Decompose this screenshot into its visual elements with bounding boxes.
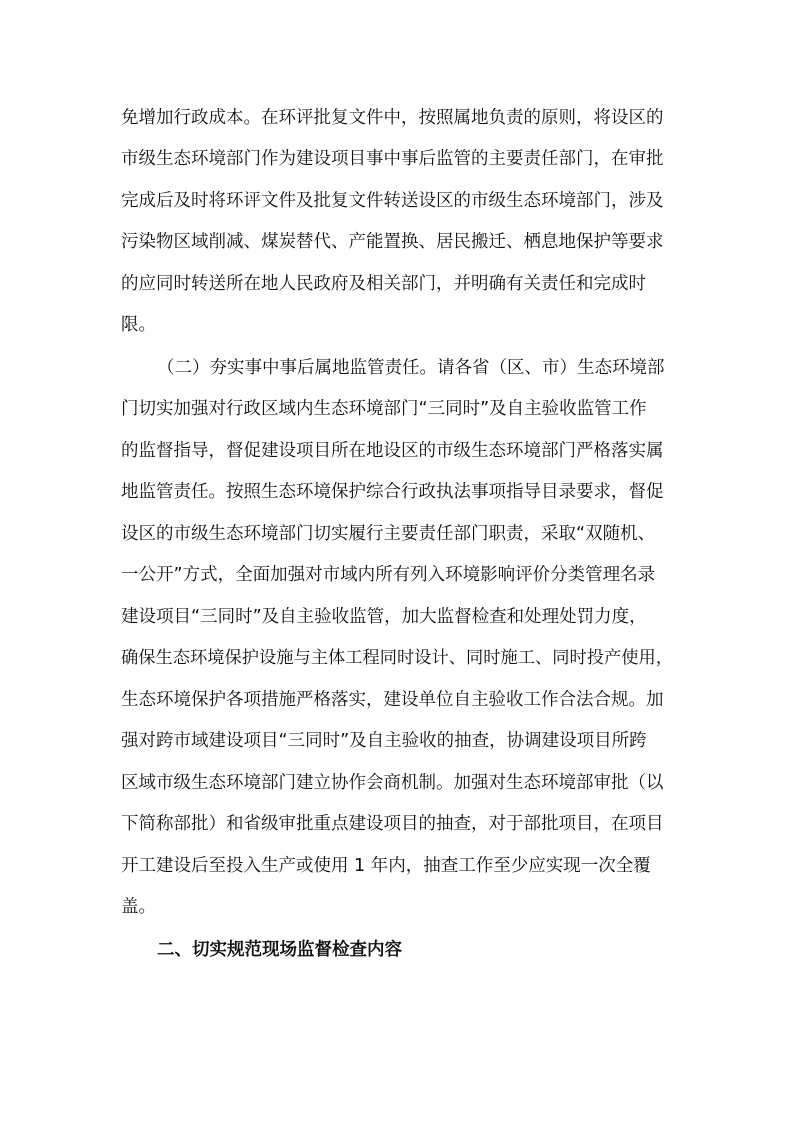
paragraph-2-line-2: 门切实加强对行政区域内生态环境部门“三同时”及自主验收监管工作 [121,399,647,419]
paragraph-2-line-3: 的监督指导，督促建设项目所在地设区的市级生态环境部门严格落实属 [121,441,664,461]
paragraph-1-line-6: 限。 [121,315,156,335]
paragraph-1-line-4: 污染物区域削减、煤炭替代、产能置换、居民搬迁、栖息地保护等要求 [121,232,664,252]
paragraph-2-line-10: 强对跨市域建设项目“三同时”及自主验收的抽查，协调建设项目所跨 [121,731,647,751]
paragraph-2-line-6: 一公开”方式，全面加强对市域内所有列入环境影响评价分类管理名录 [121,565,656,585]
paragraph-1-line-2: 市级生态环境部门作为建设项目事中事后监管的主要责任部门，在审批 [121,149,664,169]
paragraph-2-line-7: 建设项目“三同时”及自主验收监管，加大监督检查和处理处罚力度， [121,607,647,627]
paragraph-2-line-1: （二）夯实事中事后属地监管责任。请各省（区、市）生态环境部 [157,358,665,378]
paragraph-2-line-13: 开工建设后至投入生产或使用 1 年内，抽查工作至少应实现一次全覆 [121,856,651,876]
paragraph-2-line-4: 地监管责任。按照生态环境保护综合行政执法事项指导目录要求，督促 [121,482,664,502]
paragraph-2-line-12: 下简称部批）和省级审批重点建设项目的抽查，对于部批项目，在项目 [121,814,664,834]
paragraph-1-line-3: 完成后及时将环评文件及批复文件转送设区的市级生态环境部门，涉及 [121,191,664,211]
paragraph-1-line-5: 的应同时转送所在地人民政府及相关部门，并明确有关责任和完成时 [121,274,646,294]
section-heading: 二、切实规范现场监督检查内容 [157,940,402,960]
paragraph-2-line-9: 生态环境保护各项措施严格落实，建设单位自主验收工作合法合规。加 [121,690,664,710]
paragraph-1-line-1: 免增加行政成本。在环评批复文件中，按照属地负责的原则，将设区的 [121,108,664,128]
paragraph-2-line-14: 盖。 [121,897,156,917]
paragraph-2-line-11: 区域市级生态环境部门建立协作会商机制。加强对生态环境部审批（以 [121,773,664,793]
paragraph-2-line-8: 确保生态环境保护设施与主体工程同时设计、同时施工、同时投产使用， [121,648,674,668]
paragraph-2-line-5: 设区的市级生态环境部门切实履行主要责任部门职责，采取“双随机、 [121,524,656,544]
